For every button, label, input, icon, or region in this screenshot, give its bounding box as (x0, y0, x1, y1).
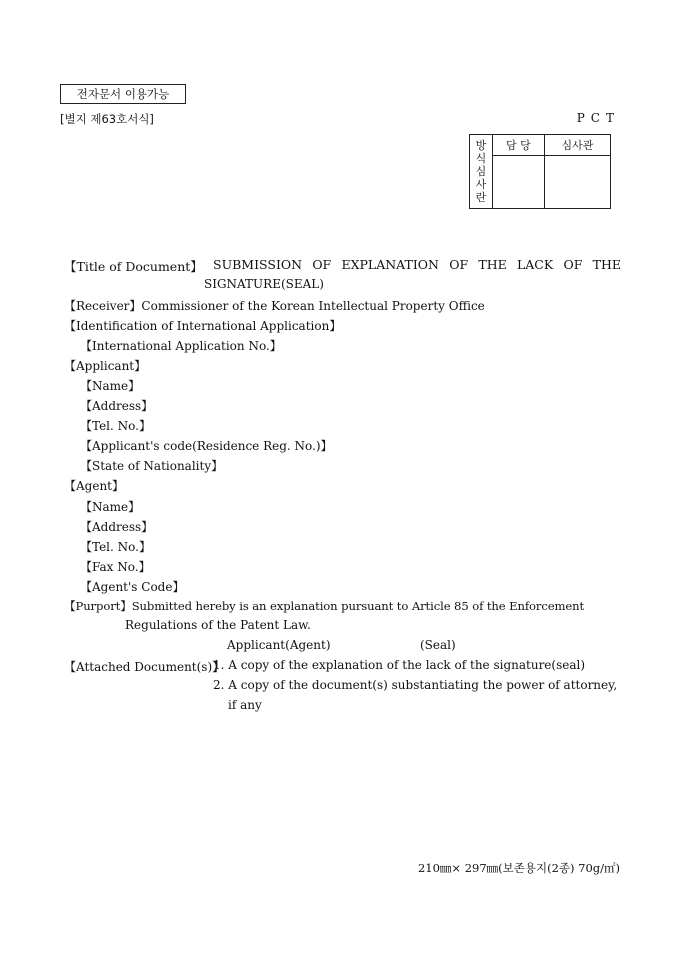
signature-seal: (Seal) (420, 638, 456, 652)
review-col-examiner: 심사관 (544, 135, 610, 156)
receiver-line: 【Receiver】Commissioner of the Korean Intellectual Property Office (64, 299, 485, 313)
agent-name-field: 【Name】 (80, 500, 141, 514)
title-word: EXPLANATION (341, 257, 439, 272)
review-cell-examiner (544, 156, 610, 209)
attached-item-1: 1. A copy of the explanation of the lack of the signature(seal) (213, 658, 586, 672)
identification-heading: 【Identification of International Application】 (64, 319, 342, 333)
title-word: OF (449, 257, 469, 272)
agent-tel-field: 【Tel. No.】 (80, 540, 151, 554)
paper-spec: 210㎜× 297㎜(보존용지(2종) 70g/㎡) (417, 861, 620, 875)
title-word: OF (312, 257, 332, 272)
review-box (469, 134, 611, 209)
purport-line-2: Regulations of the Patent Law. (125, 618, 311, 632)
electronic-doc-stamp: 전자문서 이용가능 (60, 84, 186, 104)
title-label: 【Title of Document】 (64, 259, 203, 274)
applicant-heading: 【Applicant】 (64, 359, 147, 373)
document-title-row (64, 257, 621, 275)
form-number: [별지 제63호서식] (60, 112, 154, 126)
applicant-name-field: 【Name】 (80, 379, 141, 393)
title-word: SUBMISSION (213, 257, 303, 272)
title-word: THE (592, 257, 621, 272)
agent-address-field: 【Address】 (80, 520, 154, 534)
title-word: THE (478, 257, 507, 272)
title-word: OF (563, 257, 583, 272)
attached-documents-label: 【Attached Document(s)】 (64, 660, 225, 674)
review-side-label: 방 식 심 사 란 (470, 135, 493, 209)
attached-item-2-cont: if any (228, 698, 262, 712)
intl-app-no-field: 【International Application No.】 (80, 339, 282, 353)
title-continuation: SIGNATURE(SEAL) (204, 277, 324, 291)
agent-code-field: 【Agent's Code】 (80, 580, 185, 594)
review-cell-charge (493, 156, 545, 209)
title-word: LACK (516, 257, 554, 272)
purport-line-1: 【Purport】Submitted hereby is an explanation pursuant to Article 85 of the Enforcement (64, 599, 585, 613)
attached-item-2: 2. A copy of the document(s) substantiating the power of attorney, (213, 678, 618, 692)
applicant-nationality-field: 【State of Nationality】 (80, 459, 224, 473)
applicant-address-field: 【Address】 (80, 399, 154, 413)
pct-label: PCT (576, 111, 620, 125)
review-col-charge: 담 당 (493, 135, 545, 156)
applicant-code-field: 【Applicant's code(Residence Reg. No.)】 (80, 439, 333, 453)
agent-heading: 【Agent】 (64, 479, 125, 493)
signature-applicant: Applicant(Agent) (227, 638, 331, 652)
applicant-tel-field: 【Tel. No.】 (80, 419, 151, 433)
agent-fax-field: 【Fax No.】 (80, 560, 151, 574)
